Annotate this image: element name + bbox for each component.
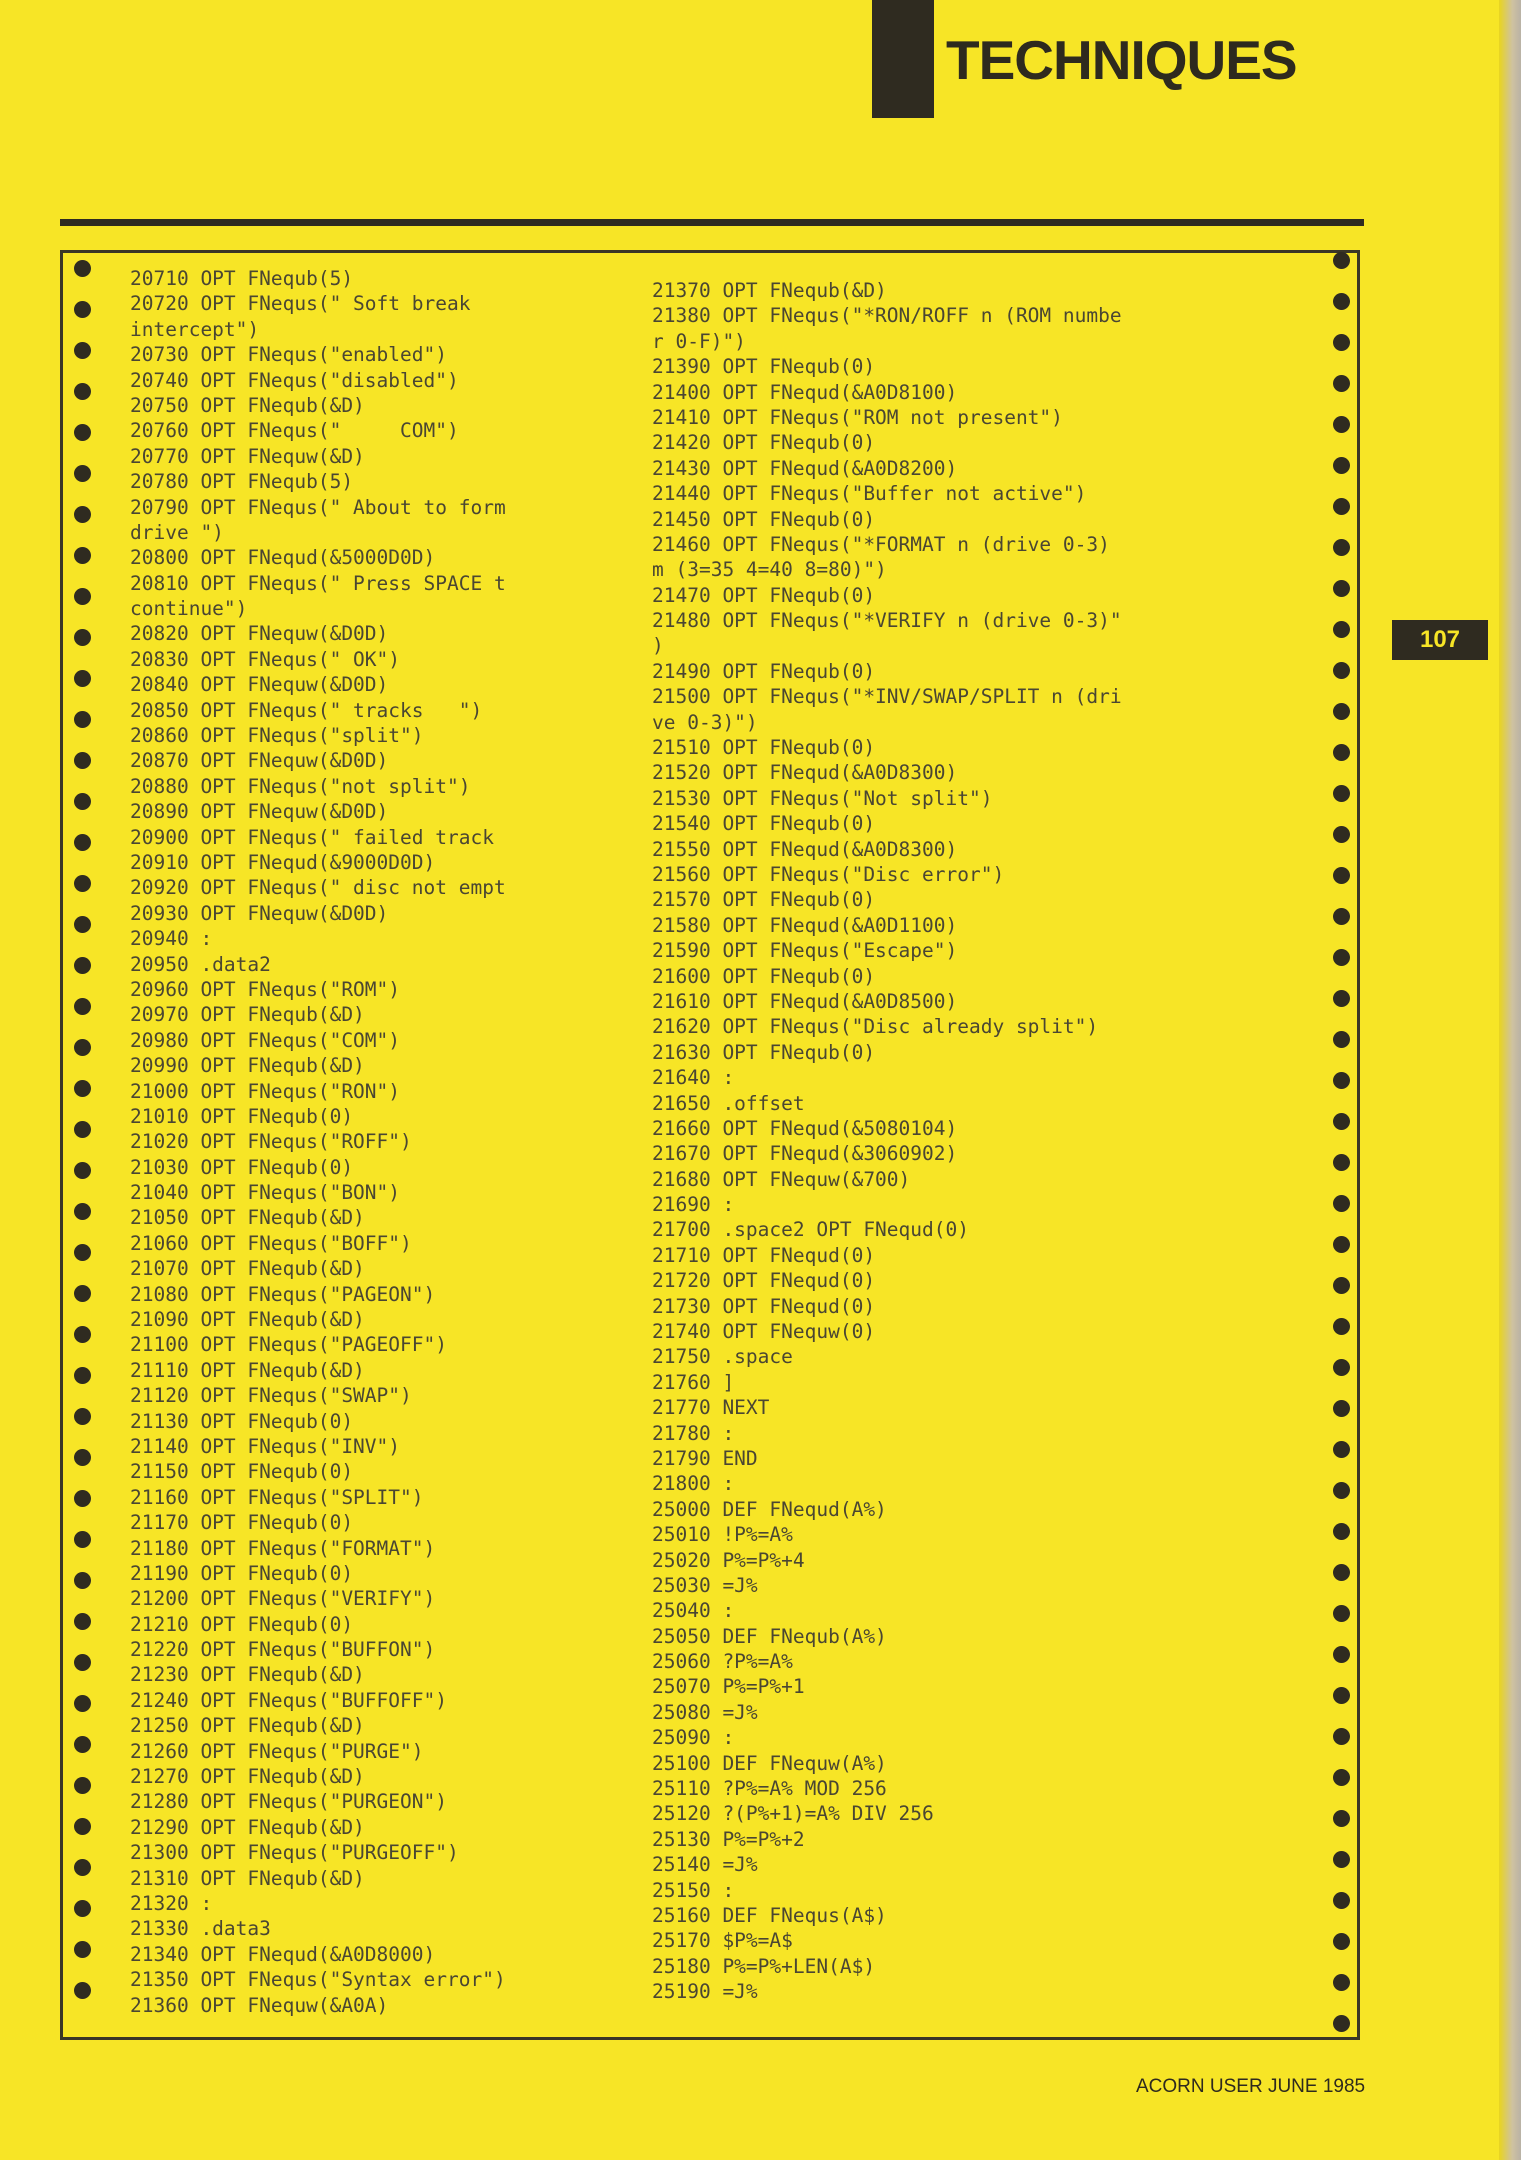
- listing-line: 20850 OPT FNequs(" tracks "): [130, 698, 483, 722]
- sprocket-hole: [74, 629, 91, 646]
- listing-line: 25070 P%=P%+1: [652, 1675, 805, 1699]
- sprocket-hole: [74, 1490, 91, 1507]
- listing-line: 25180 P%=P%+LEN(A$): [652, 1954, 876, 1978]
- listing-line: 21200 OPT FNequs("VERIFY"): [130, 1587, 436, 1611]
- sprocket-hole: [1333, 1072, 1350, 1089]
- sprocket-hole: [1333, 1564, 1350, 1581]
- sprocket-hole: [1333, 498, 1350, 515]
- sprocket-hole: [1333, 1851, 1350, 1868]
- listing-line: 21100 OPT FNequs("PAGEOFF"): [130, 1333, 447, 1357]
- listing-line: 21020 OPT FNequs("ROFF"): [130, 1130, 412, 1154]
- listing-line: 21650 .offset: [652, 1091, 805, 1115]
- sprocket-hole: [1333, 539, 1350, 556]
- listing-line: 21290 OPT FNequb(&D): [130, 1815, 365, 1839]
- sprocket-hole: [74, 1531, 91, 1548]
- listing-line: 21070 OPT FNequb(&D): [130, 1257, 365, 1281]
- listing-line: 25060 ?P%=A%: [652, 1650, 793, 1674]
- sprocket-hole: [74, 1162, 91, 1179]
- listing-line: 20820 OPT FNequw(&D0D): [130, 622, 389, 646]
- listing-line: 21740 OPT FNequw(0): [652, 1320, 876, 1344]
- listing-line: 21770 NEXT: [652, 1396, 770, 1420]
- listing-line: 25120 ?(P%+1)=A% DIV 256: [652, 1802, 934, 1826]
- listing-line: 21550 OPT FNequd(&A0D8300): [652, 837, 958, 861]
- listing-line: 21720 OPT FNequd(0): [652, 1269, 876, 1293]
- sprocket-hole: [1333, 1113, 1350, 1130]
- listing-line: ve 0-3)"): [652, 710, 758, 734]
- sprocket-hole: [1333, 1892, 1350, 1909]
- sprocket-hole: [1333, 867, 1350, 884]
- sprocket-hole: [1333, 990, 1350, 1007]
- listing-line: 21670 OPT FNequd(&3060902): [652, 1142, 958, 1166]
- sprocket-hole: [74, 957, 91, 974]
- listing-line: m (3=35 4=40 8=80)"): [652, 558, 887, 582]
- sprocket-hole: [74, 465, 91, 482]
- listing-line: 21530 OPT FNequs("Not split"): [652, 786, 993, 810]
- sprocket-hole: [74, 301, 91, 318]
- page-edge-shadow: [1499, 0, 1521, 2160]
- sprocket-hole: [1333, 580, 1350, 597]
- listing-line: 20980 OPT FNequs("COM"): [130, 1028, 401, 1052]
- listing-left-column: [130, 266, 650, 2018]
- listing-line: 21170 OPT FNequb(0): [130, 1511, 354, 1535]
- listing-line: 25050 DEF FNequb(A%): [652, 1624, 887, 1648]
- listing-line: 21440 OPT FNequs("Buffer not active"): [652, 482, 1087, 506]
- sprocket-hole: [74, 1941, 91, 1958]
- sprocket-hole: [74, 1121, 91, 1138]
- listing-line: 20940 :: [130, 927, 213, 951]
- listing-line: 21320 :: [130, 1892, 213, 1915]
- sprocket-hole: [74, 1080, 91, 1097]
- listing-line: 21060 OPT FNequs("BOFF"): [130, 1231, 412, 1255]
- listing-line: 20910 OPT FNequd(&9000D0D): [130, 850, 436, 874]
- listing-line: 25000 DEF FNequd(A%): [652, 1497, 887, 1521]
- sprocket-hole: [1333, 1359, 1350, 1376]
- listing-line: 21110 OPT FNequb(&D): [130, 1358, 365, 1382]
- listing-line: 21500 OPT FNequs("*INV/SWAP/SPLIT n (dri: [652, 685, 1122, 709]
- sprocket-hole: [1333, 334, 1350, 351]
- listing-line: r 0-F)"): [652, 329, 746, 353]
- listing-line: 20770 OPT FNequw(&D): [130, 444, 365, 468]
- section-title: TECHNIQUES: [946, 29, 1297, 91]
- listing-line: 21380 OPT FNequs("*RON/ROFF n (ROM numbe: [652, 304, 1122, 328]
- sprocket-hole: [74, 752, 91, 769]
- listing-line: 21490 OPT FNequb(0): [652, 659, 876, 683]
- sprocket-hole: [74, 424, 91, 441]
- sprocket-hole: [74, 1408, 91, 1425]
- listing-line: 25170 $P%=A$: [652, 1929, 793, 1953]
- listing-line: 21130 OPT FNequb(0): [130, 1409, 354, 1433]
- listing-line: 21760 ]: [652, 1370, 735, 1394]
- listing-line: 21790 END: [652, 1446, 758, 1470]
- listing-line: 20990 OPT FNequb(&D): [130, 1054, 365, 1078]
- sprocket-hole: [74, 547, 91, 564]
- sprocket-hole: [1333, 1482, 1350, 1499]
- sprocket-hole: [1333, 1318, 1350, 1335]
- sprocket-hole: [74, 916, 91, 933]
- sprocket-hole: [74, 1449, 91, 1466]
- listing-line: 21780 :: [652, 1421, 735, 1445]
- listing-line: continue"): [130, 597, 248, 621]
- listing-line: 25110 ?P%=A% MOD 256: [652, 1777, 887, 1801]
- sprocket-hole: [1333, 1646, 1350, 1663]
- listing-line: 20730 OPT FNequs("enabled"): [130, 343, 447, 367]
- listing-line: 20760 OPT FNequs(" COM"): [130, 419, 459, 443]
- listing-line: 20810 OPT FNequs(" Press SPACE t: [130, 571, 506, 595]
- sprocket-hole: [74, 383, 91, 400]
- sprocket-hole: [1333, 1523, 1350, 1540]
- sprocket-hole: [74, 1039, 91, 1056]
- sprocket-hole: [74, 1982, 91, 1999]
- sprocket-hole: [1333, 252, 1350, 269]
- listing-line: 21450 OPT FNequb(0): [652, 507, 876, 531]
- sprocket-hole: [74, 1203, 91, 1220]
- sprocket-hole: [74, 1367, 91, 1384]
- listing-line: 21050 OPT FNequb(&D): [130, 1206, 365, 1230]
- listing-line: 25130 P%=P%+2: [652, 1827, 805, 1851]
- listing-line: 21800 :: [652, 1472, 735, 1496]
- listing-line: 25090 :: [652, 1726, 735, 1750]
- sprocket-hole: [74, 1777, 91, 1794]
- listing-line: 21210 OPT FNequb(0): [130, 1612, 354, 1636]
- sprocket-hole: [1333, 744, 1350, 761]
- listing-line: 21750 .space: [652, 1345, 793, 1369]
- listing-line: 21400 OPT FNequd(&A0D8100): [652, 380, 958, 404]
- listing-line: 21510 OPT FNequb(0): [652, 736, 876, 760]
- sprocket-hole: [1333, 1933, 1350, 1950]
- listing-line: 21230 OPT FNequb(&D): [130, 1663, 365, 1687]
- listing-line: 21260 OPT FNequs("PURGE"): [130, 1739, 424, 1763]
- listing-line: 20950 .data2: [130, 952, 271, 976]
- listing-line: 20880 OPT FNequs("not split"): [130, 774, 471, 798]
- listing-line: 21010 OPT FNequb(0): [130, 1104, 354, 1128]
- listing-line: 21370 OPT FNequb(&D): [652, 279, 887, 302]
- sprocket-hole: [1333, 662, 1350, 679]
- sprocket-hole: [1333, 1605, 1350, 1622]
- sprocket-hole: [74, 1818, 91, 1835]
- sprocket-hole: [1333, 1441, 1350, 1458]
- sprocket-hole: [1333, 1400, 1350, 1417]
- listing-line: 25150 :: [652, 1878, 735, 1902]
- listing-line: 20960 OPT FNequs("ROM"): [130, 977, 401, 1001]
- listing-line: 21280 OPT FNequs("PURGEON"): [130, 1790, 447, 1814]
- sprocket-hole: [74, 875, 91, 892]
- sprocket-hole: [1333, 1810, 1350, 1827]
- sprocket-hole: [1333, 457, 1350, 474]
- listing-line: 21640 :: [652, 1066, 735, 1090]
- listing-line: 25040 :: [652, 1599, 735, 1623]
- listing-line: 25100 DEF FNequw(A%): [652, 1751, 887, 1775]
- sprocket-hole: [1333, 1031, 1350, 1048]
- listing-line: 20790 OPT FNequs(" About to form: [130, 495, 506, 519]
- listing-right-column: [652, 278, 1292, 2005]
- sprocket-hole: [74, 1613, 91, 1630]
- listing-line: 21600 OPT FNequb(0): [652, 964, 876, 988]
- listing-line: 21030 OPT FNequb(0): [130, 1155, 354, 1179]
- magazine-footer: ACORN USER JUNE 1985: [1136, 2076, 1366, 2097]
- listing-line: 21120 OPT FNequs("SWAP"): [130, 1384, 412, 1408]
- sprocket-hole: [1333, 949, 1350, 966]
- page-number-tab: 107: [1392, 620, 1488, 660]
- listing-line: 21560 OPT FNequs("Disc error"): [652, 862, 1005, 886]
- listing-line: drive "): [130, 520, 224, 544]
- listing-line: 21080 OPT FNequs("PAGEON"): [130, 1282, 436, 1306]
- listing-line: 20750 OPT FNequb(&D): [130, 393, 365, 417]
- listing-line: 20830 OPT FNequs(" OK"): [130, 647, 401, 671]
- listing-line: 20710 OPT FNequb(5): [130, 267, 354, 290]
- listing-line: 21690 :: [652, 1193, 735, 1217]
- listing-line: 21150 OPT FNequb(0): [130, 1460, 354, 1484]
- listing-line: 21410 OPT FNequs("ROM not present"): [652, 405, 1063, 429]
- sprocket-hole: [74, 1654, 91, 1671]
- listing-line: 21620 OPT FNequs("Disc already split"): [652, 1015, 1099, 1039]
- listing-line: 25030 =J%: [652, 1573, 758, 1597]
- sprocket-hole: [1333, 1154, 1350, 1171]
- sprocket-hole: [1333, 785, 1350, 802]
- listing-line: 21590 OPT FNequs("Escape"): [652, 939, 958, 963]
- listing-line: 25160 DEF FNequs(A$): [652, 1904, 887, 1927]
- listing-line: 20970 OPT FNequb(&D): [130, 1003, 365, 1027]
- listing-line: 21360 OPT FNequw(&A0A): [130, 1993, 389, 2017]
- sprocket-hole: [74, 588, 91, 605]
- listing-line: 21680 OPT FNequw(&700): [652, 1167, 911, 1191]
- listing-line: 20920 OPT FNequs(" disc not empt: [130, 876, 506, 900]
- sprocket-hole: [1333, 1728, 1350, 1745]
- section-header-bar: [872, 0, 934, 118]
- listing-line: 20870 OPT FNequw(&D0D): [130, 749, 389, 773]
- listing-line: 21350 OPT FNequs("Syntax error"): [130, 1968, 506, 1992]
- listing-line: 20890 OPT FNequw(&D0D): [130, 800, 389, 824]
- listing-line: 21630 OPT FNequb(0): [652, 1040, 876, 1064]
- sprocket-hole: [74, 998, 91, 1015]
- sprocket-hole: [74, 1900, 91, 1917]
- sprocket-hole: [74, 1695, 91, 1712]
- listing-line: 21090 OPT FNequb(&D): [130, 1308, 365, 1332]
- sprocket-hole: [74, 1736, 91, 1753]
- listing-line: 21570 OPT FNequb(0): [652, 888, 876, 912]
- listing-line: 21300 OPT FNequs("PURGEOFF"): [130, 1841, 459, 1865]
- listing-line: 21270 OPT FNequb(&D): [130, 1765, 365, 1789]
- listing-line: 25140 =J%: [652, 1853, 758, 1877]
- sprocket-hole: [1333, 2015, 1350, 2032]
- listing-line: 20720 OPT FNequs(" Soft break: [130, 292, 471, 316]
- sprocket-hole: [1333, 908, 1350, 925]
- listing-line: intercept"): [130, 317, 260, 341]
- listing-line: 21730 OPT FNequd(0): [652, 1294, 876, 1318]
- sprocket-hole: [74, 670, 91, 687]
- listing-line: 21180 OPT FNequs("FORMAT"): [130, 1536, 436, 1560]
- listing-line: 21660 OPT FNequd(&5080104): [652, 1116, 958, 1140]
- listing-line: 20780 OPT FNequb(5): [130, 470, 354, 494]
- sprocket-hole: [1333, 1236, 1350, 1253]
- listing-line: 25190 =J%: [652, 1980, 758, 2004]
- listing-line: 21520 OPT FNequd(&A0D8300): [652, 761, 958, 785]
- sprocket-hole: [1333, 826, 1350, 843]
- listing-line: 21000 OPT FNequs("RON"): [130, 1079, 401, 1103]
- sprocket-hole: [74, 834, 91, 851]
- sprocket-hole: [1333, 293, 1350, 310]
- listing-line: 21710 OPT FNequd(0): [652, 1243, 876, 1267]
- listing-line: 21480 OPT FNequs("*VERIFY n (drive 0-3)": [652, 609, 1122, 633]
- sprocket-hole: [1333, 1769, 1350, 1786]
- sprocket-hole: [74, 793, 91, 810]
- sprocket-hole: [74, 711, 91, 728]
- sprocket-hole: [1333, 375, 1350, 392]
- sprocket-hole: [74, 1244, 91, 1261]
- listing-line: 21470 OPT FNequb(0): [652, 583, 876, 607]
- listing-line: 20740 OPT FNequs("disabled"): [130, 368, 459, 392]
- listing-line: 25020 P%=P%+4: [652, 1548, 805, 1572]
- sprocket-hole: [1333, 1974, 1350, 1991]
- sprocket-hole: [74, 260, 91, 277]
- listing-line: 21190 OPT FNequb(0): [130, 1561, 354, 1585]
- listing-line: 21220 OPT FNequs("BUFFON"): [130, 1638, 436, 1662]
- listing-line: 21310 OPT FNequb(&D): [130, 1866, 365, 1890]
- sprocket-hole: [74, 342, 91, 359]
- sprocket-hole: [1333, 1195, 1350, 1212]
- sprocket-hole: [1333, 703, 1350, 720]
- sprocket-hole: [74, 506, 91, 523]
- listing-line: ): [652, 634, 664, 658]
- listing-line: 21240 OPT FNequs("BUFFOFF"): [130, 1688, 447, 1712]
- listing-line: 21580 OPT FNequd(&A0D1100): [652, 913, 958, 937]
- listing-line: 25080 =J%: [652, 1700, 758, 1724]
- listing-line: 21540 OPT FNequb(0): [652, 812, 876, 836]
- listing-line: 21160 OPT FNequs("SPLIT"): [130, 1485, 424, 1509]
- listing-line: 20930 OPT FNequw(&D0D): [130, 901, 389, 925]
- sprocket-hole: [1333, 1687, 1350, 1704]
- listing-line: 21610 OPT FNequd(&A0D8500): [652, 989, 958, 1013]
- listing-line: 21340 OPT FNequd(&A0D8000): [130, 1942, 436, 1966]
- listing-line: 20800 OPT FNequd(&5000D0D): [130, 546, 436, 570]
- listing-line: 20900 OPT FNequs(" failed track: [130, 825, 494, 849]
- listing-line: 21250 OPT FNequb(&D): [130, 1714, 365, 1738]
- sprocket-hole: [74, 1285, 91, 1302]
- listing-line: 21390 OPT FNequb(0): [652, 355, 876, 379]
- header-rule: [60, 219, 1364, 226]
- listing-line: 21420 OPT FNequb(0): [652, 431, 876, 455]
- listing-line: 20840 OPT FNequw(&D0D): [130, 673, 389, 697]
- listing-line: 21140 OPT FNequs("INV"): [130, 1434, 401, 1458]
- listing-line: 21040 OPT FNequs("BON"): [130, 1181, 401, 1205]
- sprocket-hole: [1333, 621, 1350, 638]
- sprocket-hole: [1333, 1277, 1350, 1294]
- sprocket-hole: [74, 1326, 91, 1343]
- listing-line: 21330 .data3: [130, 1917, 271, 1941]
- sprocket-hole: [74, 1859, 91, 1876]
- listing-line: 21460 OPT FNequs("*FORMAT n (drive 0-3): [652, 532, 1110, 556]
- listing-line: 21700 .space2 OPT FNequd(0): [652, 1218, 969, 1242]
- listing-line: 25010 !P%=A%: [652, 1523, 793, 1547]
- sprocket-hole: [74, 1572, 91, 1589]
- listing-line: 20860 OPT FNequs("split"): [130, 724, 424, 748]
- sprocket-hole: [1333, 416, 1350, 433]
- listing-line: 21430 OPT FNequd(&A0D8200): [652, 456, 958, 480]
